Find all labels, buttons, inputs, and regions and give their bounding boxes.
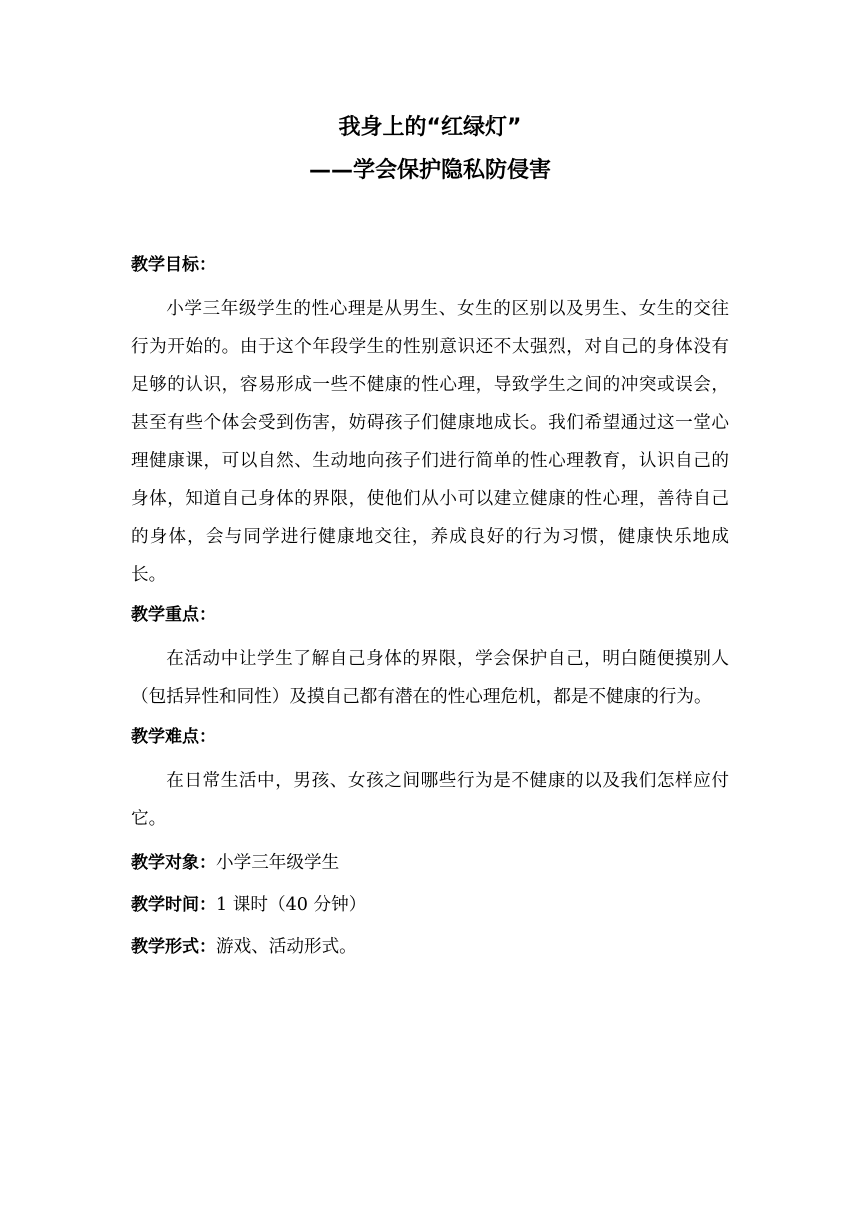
info-label: 教学形式： [131, 937, 216, 957]
info-value: 游戏、活动形式。 [216, 937, 357, 957]
info-label: 教学对象： [131, 853, 216, 873]
info-row-duration [131, 884, 729, 926]
section-teaching-goals [131, 244, 729, 594]
section-teaching-focus [131, 594, 729, 716]
section-paragraph: 小学三年级学生的性心理是从男生、女生的区别以及男生、女生的交往行为开始的。由于这个年段学生的性别意识还不太强烈，对自己的身体没有足够的认识，容易形成一些不健康的性心理，导致学生之间的冲突或误会，甚至有些个体会受到伤害，妨碍孩子们健康地成长。我们希望通过这一堂心理健康课，可以自然、生动地向孩子们进行简单的性心理教育，认识自己的身体，知道自己身体的界限，使他们从小可以建立健康的性心理，善待自己的身体，会与同学进行健康地交往，养成良好的行为习惯，健康快乐地成长。 [131, 299, 729, 585]
document-body [131, 244, 729, 968]
info-label: 教学时间： [131, 895, 216, 915]
info-value: 小学三年级学生 [216, 853, 340, 873]
section-paragraph: 在活动中让学生了解自己身体的界限，学会保护自己，明白随便摸别人（包括异性和同性）及摸自己都有潜在的性心理危机，都是不健康的行为。 [131, 649, 729, 707]
section-heading: 教学难点： [131, 727, 216, 747]
section-heading: 教学目标： [131, 255, 216, 275]
section-teaching-difficulty [131, 716, 729, 838]
info-value: 1 课时（40 分钟） [216, 895, 367, 915]
document-subtitle: ——学会保护隐私防侵害 [308, 158, 551, 183]
info-row-audience [131, 842, 729, 884]
section-heading: 教学重点： [131, 605, 216, 625]
document-title: 我身上的“红绿灯” [338, 115, 522, 140]
info-row-format [131, 926, 729, 968]
section-paragraph: 在日常生活中，男孩、女孩之间哪些行为是不健康的以及我们怎样应付它。 [131, 771, 729, 829]
